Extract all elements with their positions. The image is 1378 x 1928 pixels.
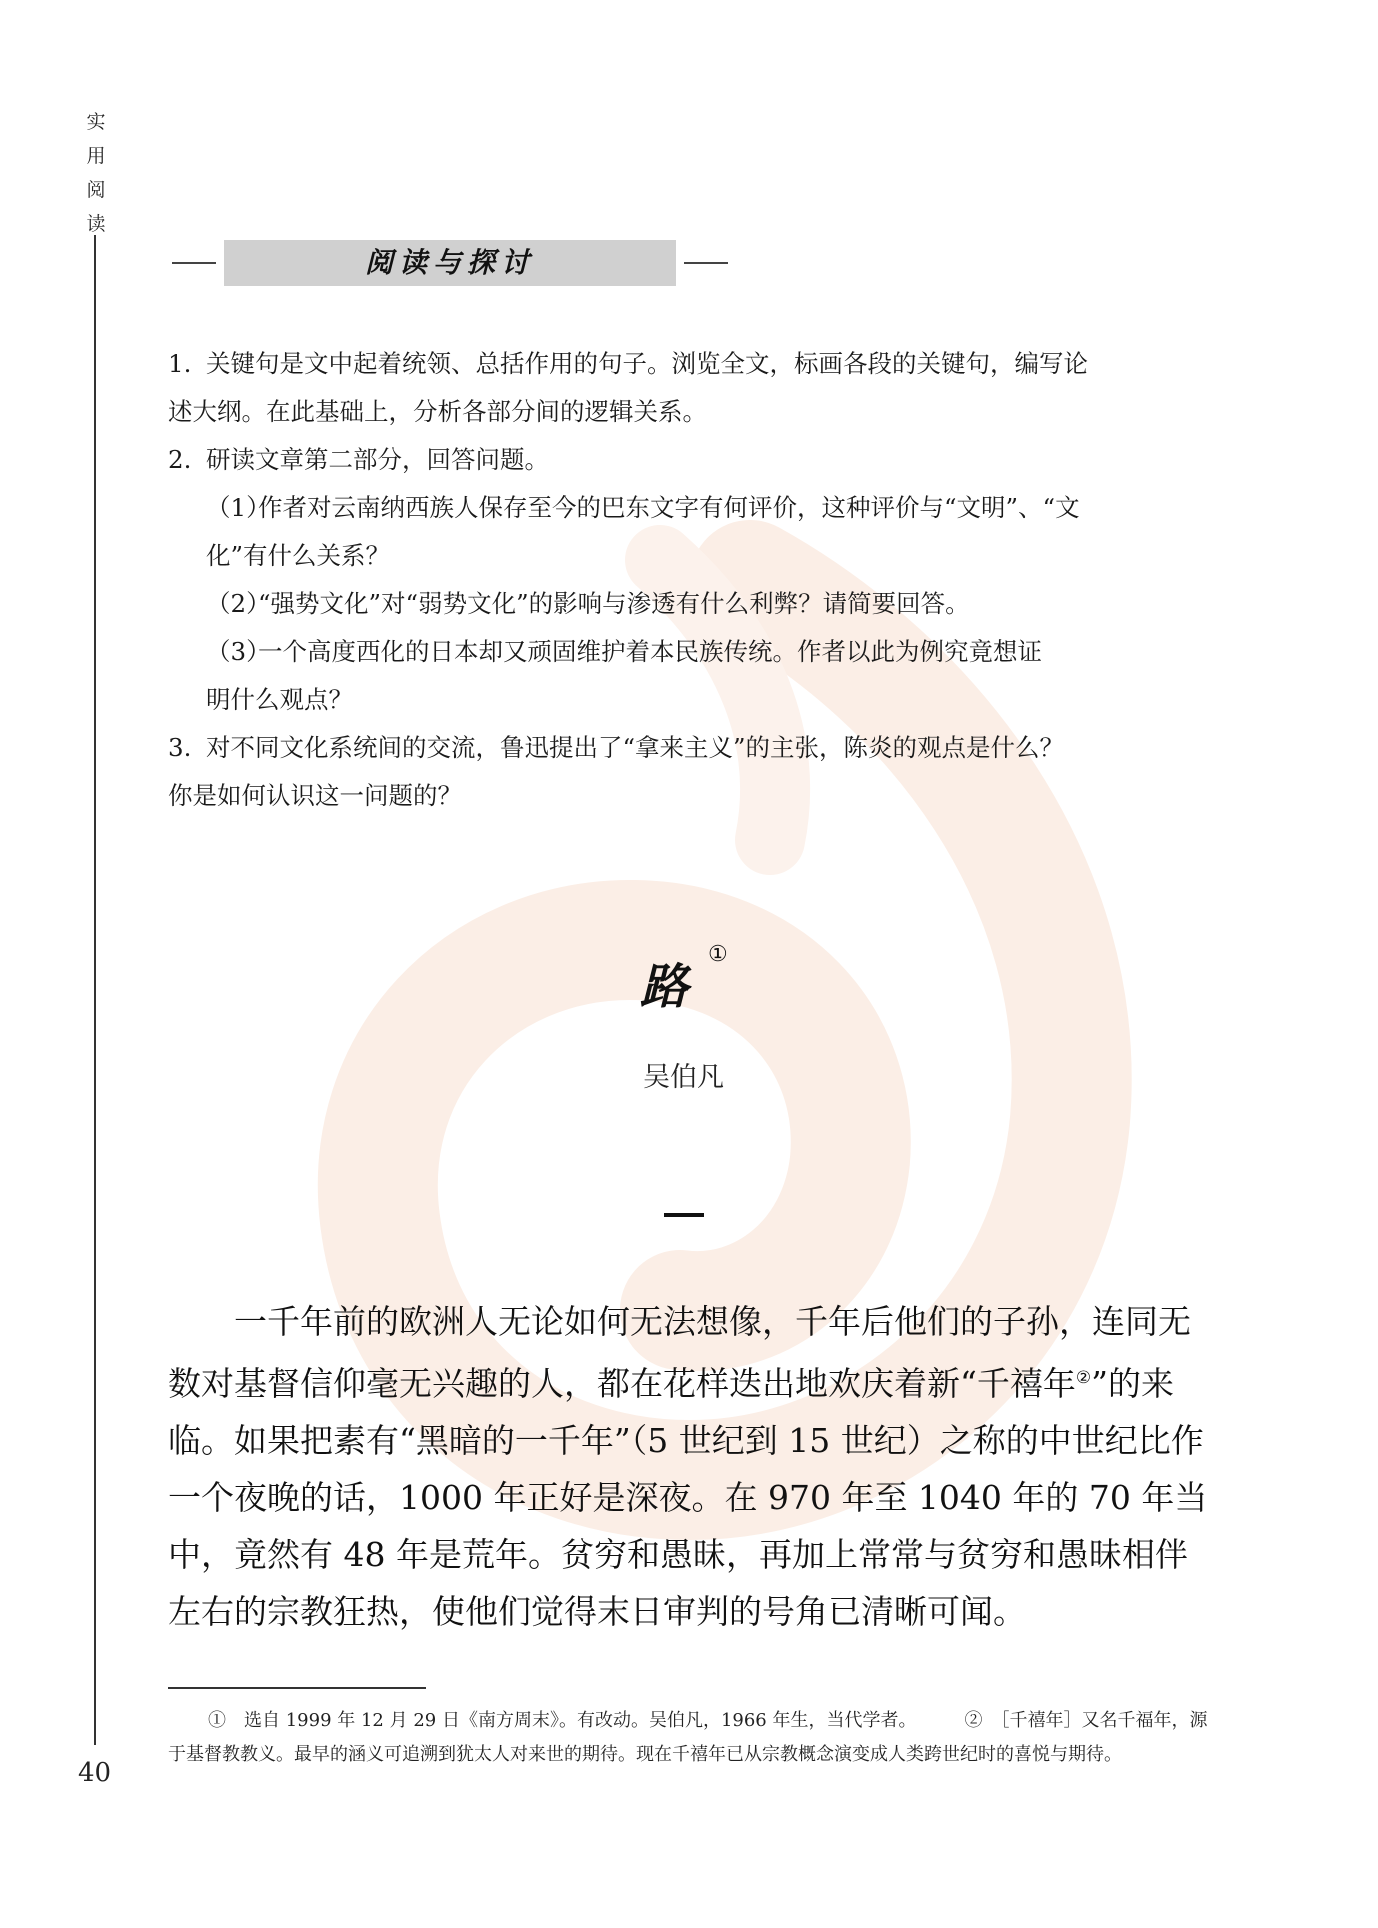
footnote-2: ② ［千禧年］又名千福年，源于基督教教义。最早的涵义可追溯到犹太人对来世的期待。现在千禧年已从宗教概念演变成人类跨世纪时的喜悦与期待。: [168, 1710, 1208, 1765]
title-footnote-marker: ①: [708, 942, 728, 967]
question-2-3-cont: 明什么观点？: [206, 685, 353, 714]
sidebar-rule: [94, 235, 96, 1745]
article-title-text: 路: [640, 959, 689, 1015]
question-2-1: （1）作者对云南纳西族人保存至今的巴东文字有何评价，这种评价与“文明”、“文: [206, 493, 1080, 522]
question-list: [168, 340, 1208, 820]
question-2: 2. 研读文章第二部分，回答问题。: [168, 445, 549, 474]
question-2-3: （3）一个高度西化的日本却又顽固维护着本民族传统。作者以此为例究竟想证: [206, 637, 1042, 666]
page-number: 40: [78, 1758, 112, 1788]
sidebar-book-title: 实 用 阅 读: [86, 111, 106, 235]
article-author: 吴伯凡: [643, 1062, 724, 1093]
body-paragraph: 一千年前的欧洲人无论如何无法想像，千年后他们的子孙，连同无数对基督信仰毫无兴趣的人，都在花样迭出地欢庆着新“千禧年②”的来临。如果把素有“黑暗的一千年”（5 世纪到 15 世纪）之称的中世纪比作一个夜晚的话，1000 年正好是深夜。在 970 年至 1040 年的 70 年当中，竟然有 48 年是荒年。贫穷和愚昧，再加上常常与贫穷和愚昧相伴左右的宗教狂热，使他们觉得末日审判的号角已清晰可闻。: [168, 1302, 1208, 1631]
article-body: [168, 1293, 1214, 1640]
question-3: 3. 对不同文化系统间的交流，鲁迅提出了“拿来主义”的主张，陈炎的观点是什么？: [168, 733, 1065, 762]
question-2-1-cont: 化”有什么关系？: [206, 541, 391, 570]
footnotes: [168, 1704, 1214, 1772]
header-rule-right: [684, 262, 728, 264]
part-number-one: [664, 1213, 704, 1217]
question-1: 1. 关键句是文中起着统领、总括作用的句子。浏览全文，标画各段的关键句，编写论: [168, 349, 1088, 378]
footnote-rule: [168, 1687, 426, 1689]
section-header: [172, 240, 572, 286]
footnote-line: [168, 1704, 1214, 1772]
footnote-marker-2: ②: [1075, 1368, 1092, 1388]
question-1-cont: 述大纲。在此基础上，分析各部分间的逻辑关系。: [168, 397, 707, 426]
header-rule-left: [172, 262, 216, 264]
question-2-2: （2）“强势文化”对“弱势文化”的影响与渗透有什么利弊？请简要回答。: [206, 589, 970, 618]
footnote-1: ① 选自 1999 年 12 月 29 日《南方周末》。有改动。吴伯凡，1966 年生，当代学者。: [208, 1710, 917, 1731]
section-title: 阅读与探讨: [224, 240, 676, 286]
question-3-cont: 你是如何认识这一问题的？: [168, 781, 462, 810]
article-title: [640, 942, 760, 1018]
